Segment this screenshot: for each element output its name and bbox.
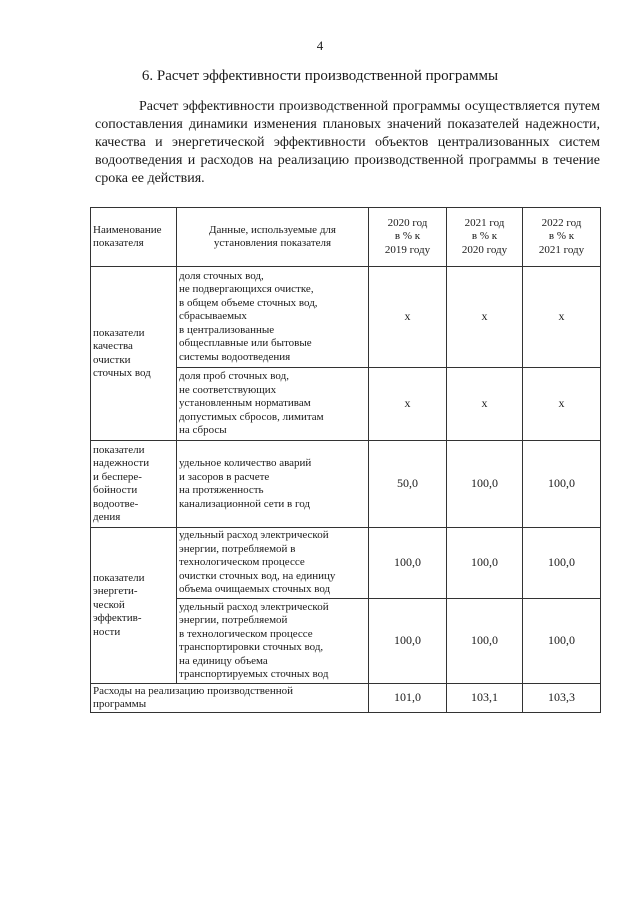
text-line: сточных вод: [93, 367, 151, 379]
text-line: ности: [93, 625, 121, 638]
value-2021: x: [447, 368, 523, 441]
text-line: удельный расход электрической: [179, 600, 329, 613]
value-2020: 50,0: [369, 441, 447, 528]
total-value-2021: 103,1: [447, 684, 523, 713]
text-line: и беспере-: [93, 470, 142, 483]
text-line: сбрасываемых: [179, 310, 247, 323]
table-row: [91, 441, 601, 528]
row-description: [177, 267, 369, 368]
value-2020: 100,0: [369, 599, 447, 684]
intro-paragraph: Расчет эффективности производственной программы осуществляется путем сопоставления динамики изменения плановых значений показателей надежности, качества и энергетической эффективности объектов централизованных систем водоотведения и расходов на реализацию производственной программы в течение срока ее действия.: [95, 99, 600, 186]
text-line: доля сточных вод,: [179, 269, 264, 282]
value-2022: 100,0: [523, 441, 601, 528]
text-line: показатели: [93, 443, 145, 456]
text-line: очистки: [93, 353, 131, 366]
text-line: допустимых сбросов, лимитам: [179, 410, 324, 423]
text-line: доля проб сточных вод,: [179, 370, 289, 383]
text-line: дения: [93, 511, 121, 523]
text-line: в % к: [394, 230, 421, 243]
text-line: Наименование: [93, 223, 162, 236]
value-2021: x: [447, 267, 523, 368]
value-2022: x: [523, 368, 601, 441]
text-line: на единицу объема: [179, 654, 268, 667]
text-line: надежности: [93, 457, 150, 469]
value-2020: x: [369, 368, 447, 441]
value-2021: 100,0: [447, 599, 523, 684]
text-line: в общем объеме сточных вод,: [179, 296, 318, 309]
table-row: [91, 267, 601, 368]
text-line: показатели: [93, 326, 145, 339]
row-description: [177, 368, 369, 441]
text-line: установленным нормативам: [179, 397, 311, 410]
text-line: транспортировки сточных вод,: [179, 641, 324, 653]
row-description: [177, 599, 369, 684]
header-year-2022: [523, 208, 601, 267]
row-description: [177, 528, 369, 599]
table-header-row: [91, 208, 601, 267]
total-label: [91, 684, 369, 713]
header-indicator-name: [91, 208, 177, 267]
text-line: объема очищаемых сточных вод: [179, 583, 331, 596]
text-line: 2021 год: [464, 216, 505, 229]
text-line: удельный расход электрической: [179, 529, 329, 542]
text-line: эффектив-: [93, 612, 142, 625]
row-description: [177, 441, 369, 528]
group-label-quality: [91, 267, 177, 441]
text-line: энергии, потребляемой: [179, 614, 288, 626]
text-line: системы водоотведения: [179, 350, 291, 363]
text-line: на протяженность: [179, 484, 264, 496]
text-line: показателя: [93, 237, 144, 249]
text-line: энергии, потребляемой в: [179, 542, 296, 555]
value-2022: 100,0: [523, 528, 601, 599]
table-total-row: [91, 684, 601, 713]
text-line: удельное количество аварий: [179, 457, 312, 469]
text-line: не подвергающихся очистке,: [179, 283, 314, 296]
text-line: программы: [93, 698, 147, 710]
value-2020: x: [369, 267, 447, 368]
header-year-2021: [447, 208, 523, 267]
text-line: 2021 году: [538, 243, 585, 256]
text-line: на сбросы: [179, 424, 227, 437]
text-line: показатели: [93, 571, 145, 584]
text-line: Данные, используемые для: [209, 223, 336, 236]
text-line: в % к: [548, 230, 575, 243]
value-2022: x: [523, 267, 601, 368]
text-line: 2020 году: [461, 243, 508, 256]
text-line: технологическом процессе: [179, 556, 305, 569]
header-source-data: [177, 208, 369, 267]
value-2020: 100,0: [369, 528, 447, 599]
text-line: 2019 году: [384, 243, 431, 256]
text-line: общесплавные или бытовые: [179, 337, 312, 350]
value-2021: 100,0: [447, 441, 523, 528]
group-label-reliability: [91, 441, 177, 528]
text-line: в % к: [471, 230, 498, 243]
text-line: 2022 год: [541, 216, 582, 229]
efficiency-table: [90, 207, 601, 713]
header-year-2020: [369, 208, 447, 267]
text-line: качества: [93, 340, 133, 352]
text-line: водоотве-: [93, 497, 139, 510]
group-label-energy: [91, 528, 177, 684]
text-line: очистки сточных вод, на единицу: [179, 569, 336, 582]
text-line: ческой: [93, 598, 125, 611]
total-value-2020: 101,0: [369, 684, 447, 713]
total-value-2022: 103,3: [523, 684, 601, 713]
page-number: 4: [316, 38, 324, 53]
text-line: транспортируемых сточных вод: [179, 668, 329, 680]
text-line: бойности: [93, 484, 138, 496]
text-line: установления показателя: [213, 237, 332, 249]
text-line: и засоров в расчете: [179, 470, 270, 483]
text-line: канализационной сети в год: [179, 497, 311, 510]
text-line: в централизованные: [179, 323, 275, 336]
text-line: 2020 год: [387, 216, 428, 229]
value-2022: 100,0: [523, 599, 601, 684]
value-2021: 100,0: [447, 528, 523, 599]
section-title: 6. Расчет эффективности производственной программы: [141, 68, 499, 84]
text-line: не соответствующих: [179, 383, 277, 396]
text-line: в технологическом процессе: [179, 627, 313, 640]
table-row: [91, 528, 601, 599]
text-line: энергети-: [93, 585, 138, 598]
text-line: Расходы на реализацию производственной: [93, 684, 293, 697]
